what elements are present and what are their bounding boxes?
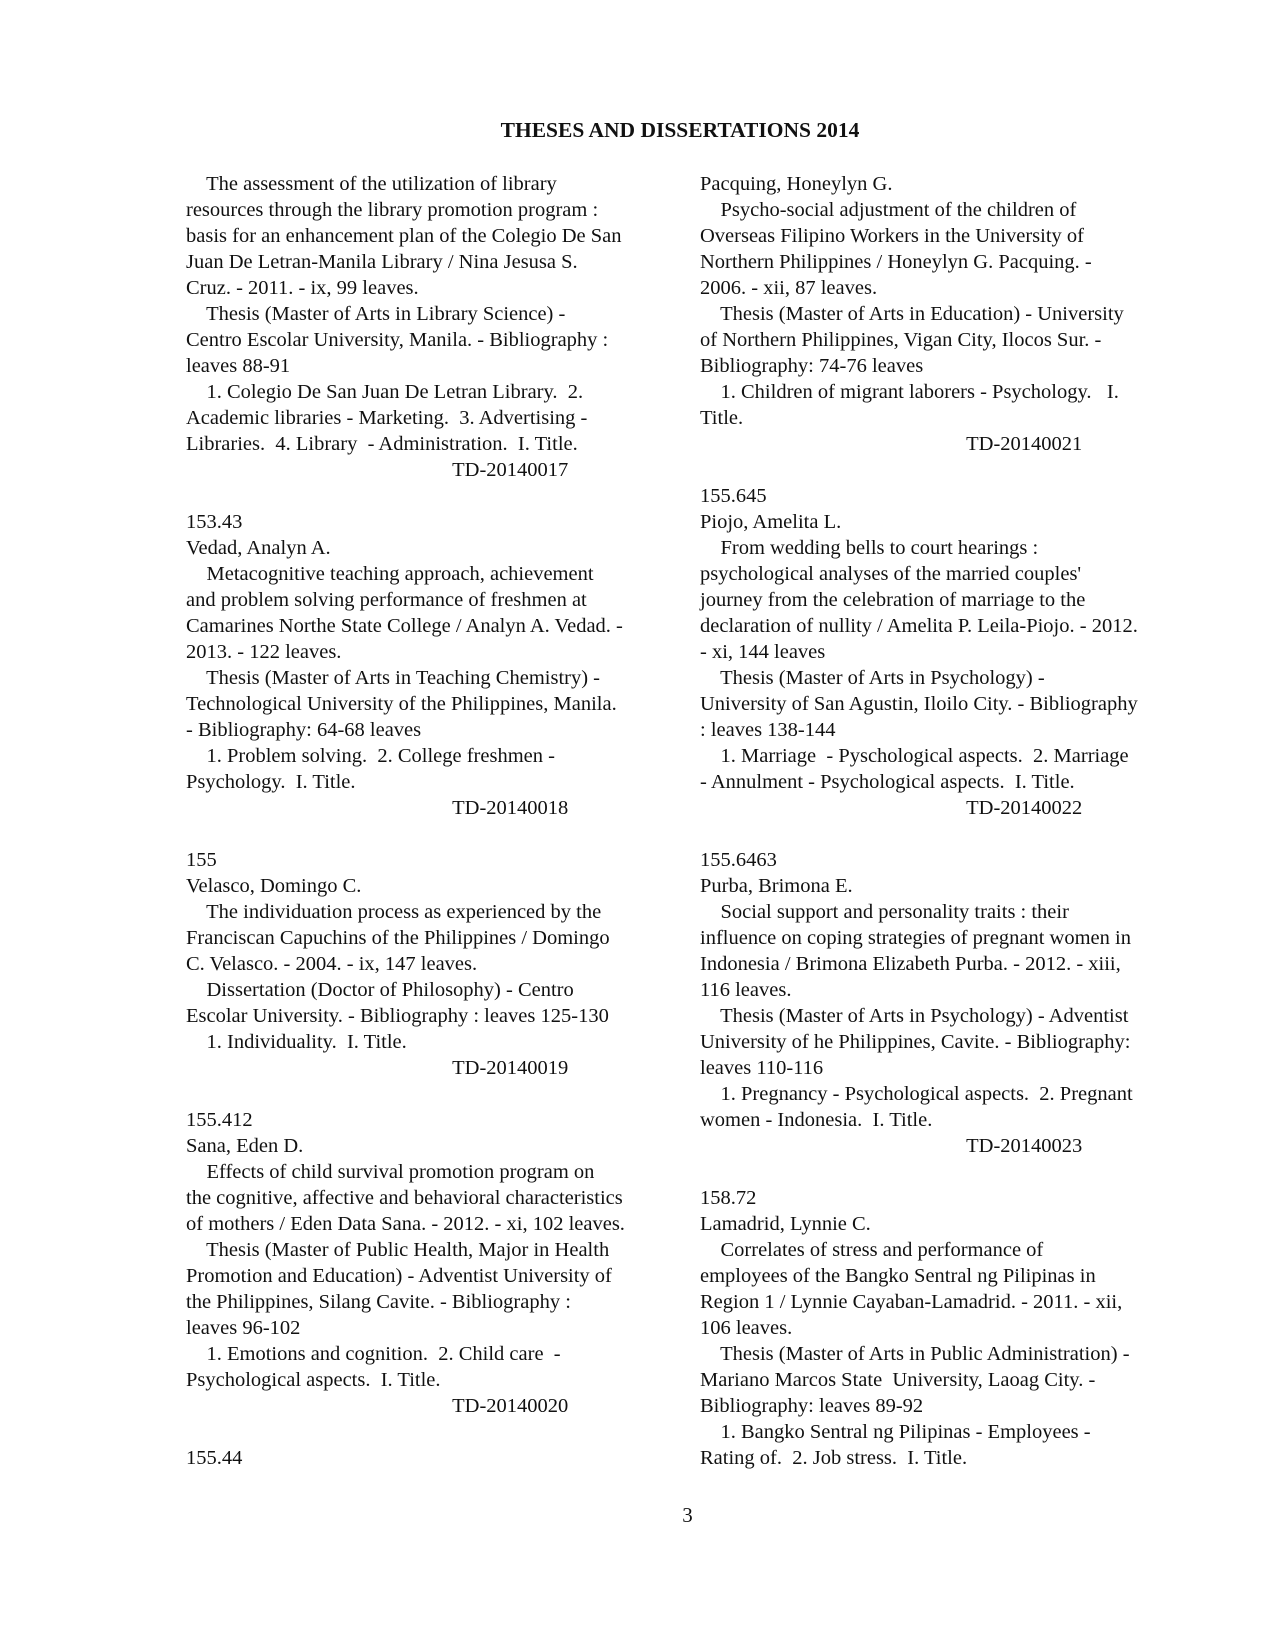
text-line: Purba, Brimona E.	[700, 875, 853, 897]
text-line: psychological analyses of the married couples'	[700, 563, 1082, 585]
text-line: leaves 110-116	[700, 1057, 824, 1079]
text-line: 155	[186, 849, 217, 871]
text-line: Cruz. - 2011. - ix, 99 leaves.	[186, 277, 419, 299]
text-line: of mothers / Eden Data Sana. - 2012. - xi, 102 leaves.	[186, 1213, 625, 1235]
text-line: 155.645	[700, 485, 767, 507]
text-line: influence on coping strategies of pregnant women in	[700, 927, 1131, 949]
text-line: Promotion and Education) - Adventist University of	[186, 1265, 612, 1287]
text-line: resources through the library promotion program :	[186, 199, 599, 221]
text-line: Centro Escolar University, Manila. - Bibliography :	[186, 329, 609, 351]
text-line: University of he Philippines, Cavite. - Bibliography:	[700, 1031, 1131, 1053]
text-line	[186, 483, 676, 509]
text-line: journey from the celebration of marriage to the	[700, 589, 1086, 611]
text-line: 153.43	[186, 511, 243, 533]
text-line: Correlates of stress and performance of	[700, 1239, 1044, 1261]
text-line: Thesis (Master of Arts in Teaching Chemistry) -	[186, 667, 601, 689]
text-line: Rating of. 2. Job stress. I. Title.	[700, 1447, 968, 1469]
text-line: Title.	[700, 407, 744, 429]
text-line: Lamadrid, Lynnie C.	[700, 1213, 871, 1235]
text-line: leaves 96-102	[186, 1317, 301, 1339]
text-line: 1. Pregnancy - Psychological aspects. 2. Pregnant	[700, 1083, 1133, 1105]
text-line: Franciscan Capuchins of the Philippines / Domingo	[186, 927, 610, 949]
text-line: 155.6463	[700, 849, 777, 871]
text-line: 1. Bangko Sentral ng Pilipinas - Employees -	[700, 1421, 1091, 1443]
text-line: - Bibliography: 64-68 leaves	[186, 719, 422, 741]
text-line: The individuation process as experienced by the	[186, 901, 602, 923]
text-line: - Annulment - Psychological aspects. I. Title.	[700, 771, 1075, 793]
text-line: 1. Marriage - Pyschological aspects. 2. Marriage	[700, 745, 1129, 767]
text-line: Indonesia / Brimona Elizabeth Purba. - 2012. - xiii,	[700, 953, 1121, 975]
text-line: Thesis (Master of Arts in Psychology) -	[700, 667, 1045, 689]
call-number: TD-20140023	[700, 1135, 1083, 1157]
text-line: leaves 88-91	[186, 355, 291, 377]
page-title: THESES AND DISSERTATIONS 2014	[500, 118, 860, 142]
left-column	[186, 171, 676, 1471]
text-line	[700, 821, 1190, 847]
text-line: 155.412	[186, 1109, 253, 1131]
text-line: declaration of nullity / Amelita P. Leila-Piojo. - 2012.	[700, 615, 1138, 637]
text-line: employees of the Bangko Sentral ng Pilipinas in	[700, 1265, 1096, 1287]
call-number: TD-20140017	[186, 459, 569, 481]
text-line: Effects of child survival promotion program on	[186, 1161, 595, 1183]
text-line: 2013. - 122 leaves.	[186, 641, 342, 663]
text-line: C. Velasco. - 2004. - ix, 147 leaves.	[186, 953, 478, 975]
text-line: 1. Individuality. I. Title.	[186, 1031, 407, 1053]
text-line: Psychological aspects. I. Title.	[186, 1369, 441, 1391]
text-line: women - Indonesia. I. Title.	[700, 1109, 933, 1131]
text-line: basis for an enhancement plan of the Colegio De San	[186, 225, 622, 247]
text-line: - xi, 144 leaves	[700, 641, 826, 663]
text-line	[186, 821, 676, 847]
call-number: TD-20140018	[186, 797, 569, 819]
text-line: 116 leaves.	[700, 979, 792, 1001]
text-line: Pacquing, Honeylyn G.	[700, 173, 893, 195]
text-line: : leaves 138-144	[700, 719, 836, 741]
page-number: 3	[682, 1503, 693, 1527]
text-line	[700, 457, 1190, 483]
text-line: 158.72	[700, 1187, 757, 1209]
call-number: TD-20140021	[700, 433, 1083, 455]
text-line: 155.44	[186, 1447, 243, 1469]
text-line: Psychology. I. Title.	[186, 771, 356, 793]
text-line: 1. Problem solving. 2. College freshmen -	[186, 745, 555, 767]
text-line: Thesis (Master of Arts in Education) - University	[700, 303, 1124, 325]
text-line: Sana, Eden D.	[186, 1135, 304, 1157]
call-number: TD-20140022	[700, 797, 1083, 819]
text-line: Social support and personality traits : their	[700, 901, 1069, 923]
text-line: Northern Philippines / Honeylyn G. Pacquing. -	[700, 251, 1092, 273]
text-line: Vedad, Analyn A.	[186, 537, 331, 559]
call-number: TD-20140020	[186, 1395, 569, 1417]
text-line: Technological University of the Philippines, Manila.	[186, 693, 617, 715]
text-line: Thesis (Master of Arts in Public Administration) -	[700, 1343, 1130, 1365]
text-line: of Northern Philippines, Vigan City, Ilocos Sur. -	[700, 329, 1102, 351]
text-line: Escolar University. - Bibliography : leaves 125-130	[186, 1005, 609, 1027]
text-line: Libraries. 4. Library - Administration. I. Title.	[186, 433, 578, 455]
text-line: 106 leaves.	[700, 1317, 793, 1339]
text-line: 2006. - xii, 87 leaves.	[700, 277, 878, 299]
text-line: Piojo, Amelita L.	[700, 511, 842, 533]
text-line: the cognitive, affective and behavioral characteristics	[186, 1187, 623, 1209]
text-line: 1. Colegio De San Juan De Letran Library. 2.	[186, 381, 584, 403]
text-line: the Philippines, Silang Cavite. - Bibliography :	[186, 1291, 571, 1313]
text-line: 1. Emotions and cognition. 2. Child care -	[186, 1343, 561, 1365]
text-line: Thesis (Master of Public Health, Major in Health	[186, 1239, 610, 1261]
text-line: From wedding bells to court hearings :	[700, 537, 1039, 559]
text-line: Dissertation (Doctor of Philosophy) - Centro	[186, 979, 574, 1001]
text-line: Thesis (Master of Arts in Library Science) -	[186, 303, 566, 325]
text-line	[700, 1159, 1190, 1185]
text-line: and problem solving performance of freshmen at	[186, 589, 587, 611]
text-line	[186, 1419, 676, 1445]
text-line: Velasco, Domingo C.	[186, 875, 362, 897]
text-line: Academic libraries - Marketing. 3. Advertising -	[186, 407, 588, 429]
text-line: The assessment of the utilization of library	[186, 173, 557, 195]
text-line: Mariano Marcos State University, Laoag City. -	[700, 1369, 1096, 1391]
right-column	[700, 171, 1190, 1471]
text-line: 1. Children of migrant laborers - Psychology. I.	[700, 381, 1119, 403]
text-line: Bibliography: 74-76 leaves	[700, 355, 924, 377]
text-line: Overseas Filipino Workers in the University of	[700, 225, 1084, 247]
text-line: Bibliography: leaves 89-92	[700, 1395, 924, 1417]
text-line: Region 1 / Lynnie Cayaban-Lamadrid. - 2011. - xii,	[700, 1291, 1123, 1313]
text-line: Psycho-social adjustment of the children of	[700, 199, 1077, 221]
text-line: Thesis (Master of Arts in Psychology) - Adventist	[700, 1005, 1129, 1027]
call-number: TD-20140019	[186, 1057, 569, 1079]
text-line: Metacognitive teaching approach, achievement	[186, 563, 594, 585]
text-line: Camarines Northe State College / Analyn A. Vedad. -	[186, 615, 623, 637]
text-line	[186, 1081, 676, 1107]
text-line: University of San Agustin, Iloilo City. - Bibliography	[700, 693, 1138, 715]
text-line: Juan De Letran-Manila Library / Nina Jesusa S.	[186, 251, 578, 273]
